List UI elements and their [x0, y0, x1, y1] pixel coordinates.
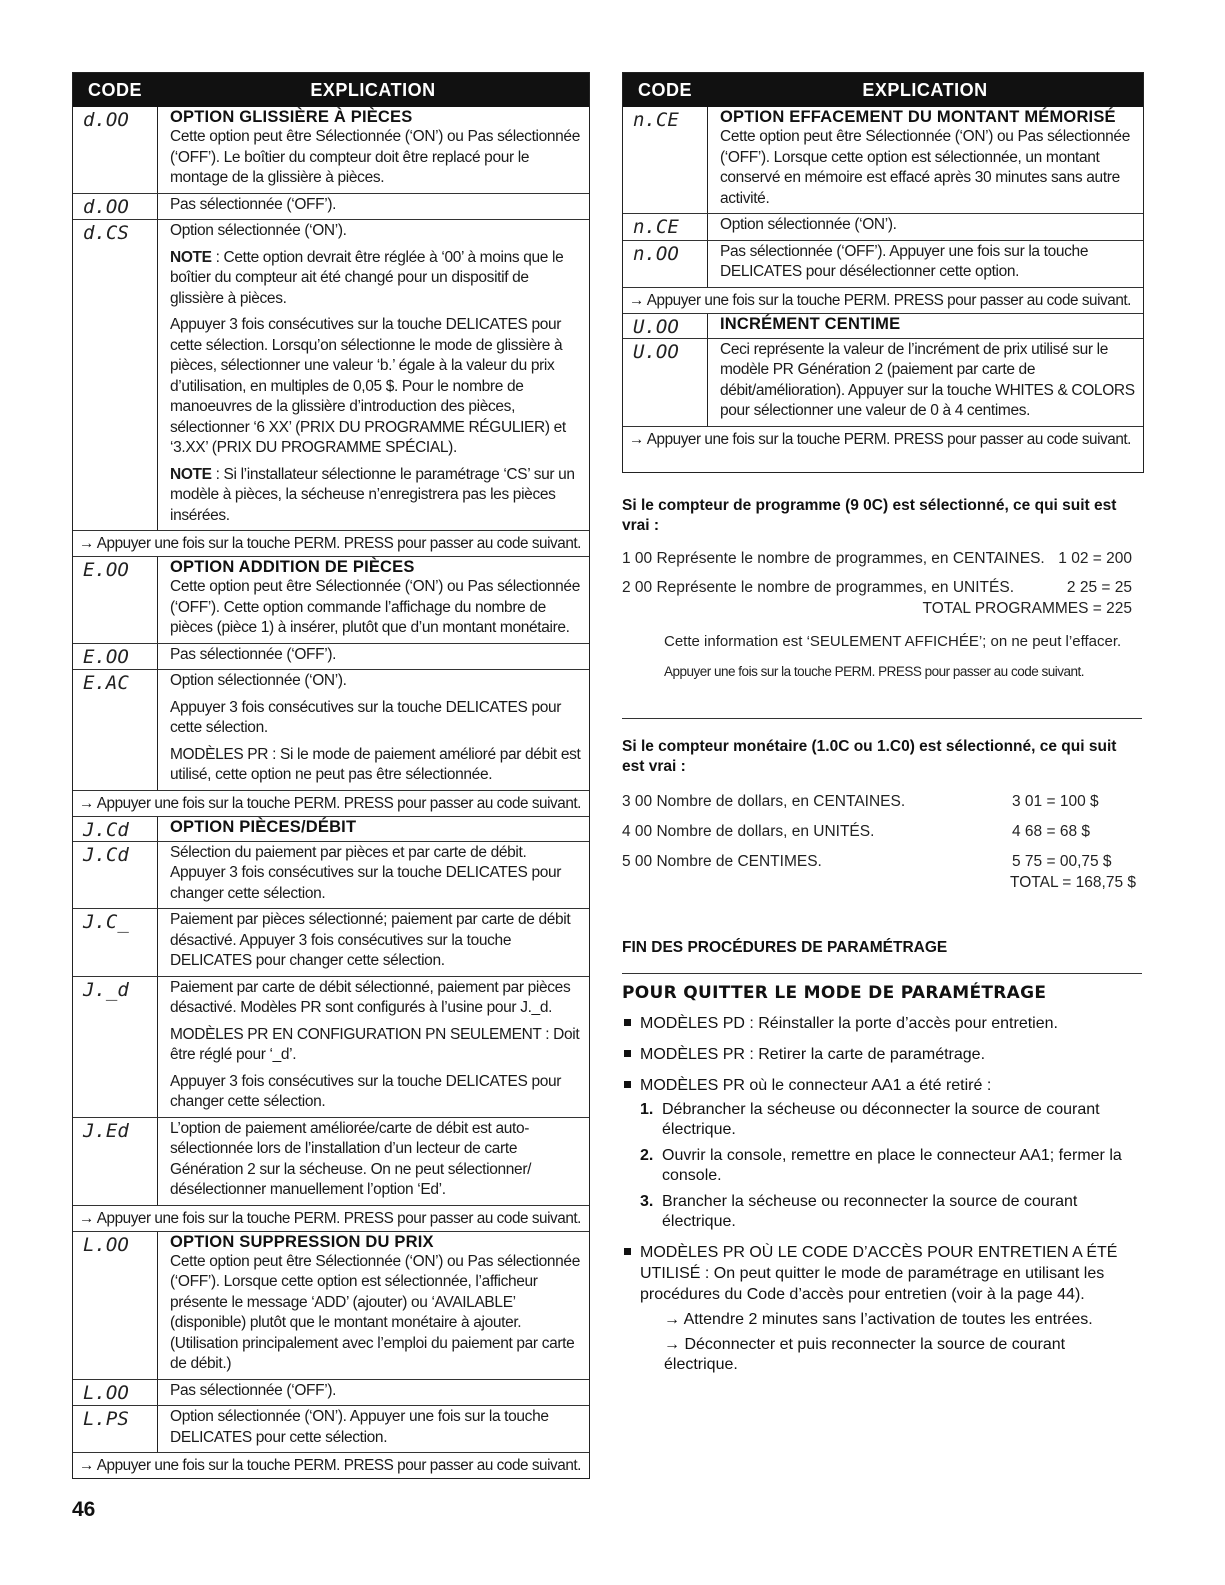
- option-title: OPTION EFFACEMENT DU MONTANT MÉMORISÉ: [720, 108, 1116, 126]
- money-line-2: [622, 821, 1142, 842]
- line-value: 3 01 = 100 $: [1012, 793, 1099, 810]
- explanation-text: Appuyer 3 fois consécutives sur la touche DELICATES pour cette sélection.: [170, 698, 562, 736]
- code-explanation: [707, 107, 1143, 213]
- table-row: [623, 339, 1143, 427]
- cycle-counter-heading: Si le compteur de programme (9 0C) est sélectionné, ce qui suit est vrai :: [622, 497, 1117, 534]
- code-explanation: [157, 107, 589, 193]
- divider: [622, 973, 1142, 974]
- left-table-body: [73, 107, 589, 1478]
- explanation-text: Ceci représente la valeur de l’incrément de prix utilisé sur le modèle PR Génération 2 (paiement par carte de débit/amélioration). Appuyer sur la touche WHITES & COLORS pour sélectionner une valeur de 0 à 4 centimes.: [720, 340, 1135, 419]
- display-code: E.OO: [83, 645, 129, 668]
- code-explanation: [157, 909, 589, 976]
- table-row: [73, 977, 589, 1118]
- code-explanation: [707, 241, 1143, 287]
- exit-step: [622, 1146, 1142, 1186]
- step-text: Brancher la sécheuse ou reconnecter la source de courant électrique.: [662, 1193, 1078, 1230]
- bullet-text: MODÈLES PD : Réinstaller la porte d’accès pour entretien.: [640, 1015, 1058, 1032]
- option-title: INCRÉMENT CENTIME: [720, 314, 901, 333]
- line-label: 5 00 Nombre de CENTIMES.: [622, 853, 822, 870]
- display-code: E.AC: [83, 672, 129, 694]
- code-explanation: [707, 214, 1143, 240]
- explanation-text: Option sélectionnée (‘ON’).: [170, 222, 347, 239]
- explanation-text: Appuyer 3 fois consécutives sur la touche DELICATES pour changer cette sélection.: [170, 1072, 562, 1110]
- divider: [622, 718, 1142, 719]
- step-text: Ouvrir la console, remettre en place le connecteur AA1; fermer la console.: [662, 1147, 1122, 1184]
- explanation-text: Pas sélectionnée (‘OFF’).: [170, 645, 337, 663]
- right-code-table: [622, 72, 1144, 473]
- table-row: [623, 214, 1143, 241]
- table-row: [73, 670, 589, 791]
- header-code: CODE: [87, 79, 142, 100]
- table-row: [73, 817, 589, 842]
- exit-step: [622, 1192, 1142, 1232]
- exit-step: [622, 1100, 1142, 1140]
- bullet-text: MODÈLES PR : Retirer la carte de paramétrage.: [640, 1046, 986, 1063]
- table-header: [623, 73, 1143, 107]
- display-code: n.CE: [633, 109, 679, 131]
- exit-arrow-item: → Attendre 2 minutes sans l’activation de toutes les entrées.: [664, 1311, 1093, 1328]
- money-line-3: [622, 851, 1142, 872]
- line-label: 1 00 Représente le nombre de programmes, en CENTAINES.: [622, 550, 1045, 567]
- table-row: [623, 107, 1143, 214]
- bullet-icon: [624, 1081, 631, 1088]
- exit-bullet: [622, 1013, 1142, 1034]
- display-code: d.OO: [83, 109, 129, 131]
- display-code: J.Cd: [83, 843, 129, 866]
- left-code-table: [72, 72, 590, 1479]
- table-row: [623, 314, 1143, 339]
- code-explanation: [157, 220, 589, 530]
- explanation-text: Option sélectionnée (‘ON’). Appuyer une fois sur la touche DELICATES pour cette sélection.: [170, 1408, 549, 1446]
- table-row: [73, 1406, 589, 1453]
- cycle-counter-section: [622, 496, 1142, 682]
- explanation-text: Pas sélectionnée (‘OFF’).: [170, 195, 337, 213]
- money-counter-section: [622, 737, 1142, 893]
- display-code: U.OO: [633, 340, 679, 363]
- display-code: n.OO: [633, 242, 679, 265]
- next-code-instruction: → Appuyer une fois sur la touche PERM. PRESS pour passer au code suivant.: [623, 288, 1143, 314]
- end-heading: FIN DES PROCÉDURES DE PARAMÉTRAGE: [622, 939, 948, 956]
- line-label: 4 00 Nombre de dollars, en UNITÉS.: [622, 823, 875, 840]
- page-number: 46: [72, 1498, 96, 1521]
- explanation-text: Option sélectionnée (‘ON’).: [170, 672, 347, 689]
- table-row: [73, 194, 589, 221]
- code-explanation: [157, 842, 589, 909]
- next-code-instruction: → Appuyer une fois sur la touche PERM. PRESS pour passer au code suivant.: [629, 430, 1131, 448]
- table-header: [73, 73, 589, 107]
- exit-bullet: [622, 1242, 1142, 1305]
- bullet-text: MODÈLES PR où le connecteur AA1 a été retiré :: [640, 1077, 992, 1094]
- code-explanation: [157, 1380, 589, 1406]
- exit-arrow-item: → Déconnecter et puis reconnecter la source de courant électrique.: [664, 1336, 1066, 1373]
- header-explanation: EXPLICATION: [310, 79, 436, 100]
- display-code: n.CE: [633, 216, 679, 238]
- cycle-total: TOTAL PROGRAMMES = 225: [922, 600, 1132, 617]
- line-label: 3 00 Nombre de dollars, en CENTAINES.: [622, 793, 906, 810]
- option-title: OPTION ADDITION DE PIÈCES: [170, 558, 415, 576]
- header-code: CODE: [637, 79, 692, 100]
- code-explanation: [707, 314, 1143, 338]
- next-code-instruction: → Appuyer une fois sur la touche PERM. PRESS pour passer au code suivant.: [73, 1206, 589, 1232]
- bullet-icon: [624, 1248, 631, 1255]
- bullet-icon: [624, 1019, 631, 1026]
- table-row: [73, 220, 589, 531]
- display-code: J.Cd: [83, 818, 129, 841]
- line-label: 2 00 Représente le nombre de programmes, en UNITÉS.: [622, 579, 1014, 596]
- code-explanation: [157, 977, 589, 1117]
- exit-bullet: [622, 1075, 1142, 1096]
- explanation-text: Cette option peut être Sélectionnée (‘ON’) ou Pas sélectionnée (‘OFF’). Cette option commande l’affichage du nombre de pièces (pièce 1) à insérer, plutôt que d’un montant monétaire.: [170, 578, 580, 636]
- display-code: J.Ed: [83, 1119, 129, 1142]
- code-explanation: [157, 1118, 589, 1205]
- display-code: d.OO: [83, 195, 129, 218]
- table-row: [73, 1380, 589, 1407]
- note-label: NOTE: [170, 465, 212, 483]
- cycle-press: Appuyer une fois sur la touche PERM. PRESS pour passer au code suivant.: [664, 664, 1084, 679]
- bullet-icon: [624, 1050, 631, 1057]
- next-code-instruction: → Appuyer une fois sur la touche PERM. PRESS pour passer au code suivant.: [79, 1457, 581, 1474]
- explanation-text: NOTE : Si l’installateur sélectionne le paramétrage ‘CS’ sur un modèle à pièces, la sécheuse n’enregistrera pas les pièces insérées.: [170, 465, 575, 524]
- code-explanation: [157, 670, 589, 790]
- display-code: J._d: [83, 978, 129, 1001]
- table-row: [73, 644, 589, 671]
- display-code: J.C_: [83, 911, 129, 933]
- explanation-text: Cette option peut être Sélectionnée (‘ON’) ou Pas sélectionnée (‘OFF’). Lorsque cette option est sélectionnée, l’afficheur présente le message ‘ADD’ (ajouter) ou ‘AVAILABLE’ (disponible) plutôt que le montant monétaire à ajouter. (Utilisation principalement avec l’emploi du paiement par carte de débit.): [170, 1252, 580, 1372]
- code-explanation: [157, 1232, 589, 1379]
- table-row: [623, 241, 1143, 288]
- right-table-body: [623, 107, 1143, 452]
- step-number: 3.: [640, 1193, 654, 1210]
- next-code-instruction: → Appuyer une fois sur la touche PERM. PRESS pour passer au code suivant.: [73, 531, 589, 557]
- table-row: [73, 909, 589, 977]
- code-explanation: [157, 1406, 589, 1452]
- explanation-text: Paiement par pièces sélectionné; paiement par carte de débit désactivé. Appuyer 3 fois consécutives sur la touche DELICATES pour changer cette sélection.: [170, 911, 571, 969]
- explanation-text: Sélection du paiement par pièces et par carte de débit. Appuyer 3 fois consécutives sur la touche DELICATES pour changer cette sélection.: [170, 843, 562, 902]
- display-code: L.OO: [83, 1381, 129, 1404]
- explanation-text: MODÈLES PR : Si le mode de paiement amélioré par débit est utilisé, cette option ne peut pas être sélectionnée.: [170, 745, 581, 783]
- line-value: 4 68 = 68 $: [1012, 823, 1090, 840]
- explanation-text: Paiement par carte de débit sélectionné, paiement par pièces désactivé. Modèles PR sont configurés à l’usine pour J._d.: [170, 978, 571, 1016]
- cycle-line-2: [622, 577, 1142, 598]
- explanation-text: Option sélectionnée (‘ON’).: [720, 216, 897, 233]
- explanation-text: L’option de paiement améliorée/carte de débit est auto-sélectionnée lors de l’installation d’un lecteur de carte Génération 2 sur la sécheuse. On ne peut sélectionner/ désélectionner manuellement l’option ‘Ed’.: [170, 1119, 532, 1198]
- table-row: [73, 107, 589, 194]
- option-title: OPTION SUPPRESSION DU PRIX: [170, 1232, 434, 1251]
- line-value: 1 02 = 200: [1058, 550, 1132, 567]
- display-code: L.OO: [83, 1233, 129, 1256]
- note-label: NOTE: [170, 248, 212, 266]
- step-text: Débrancher la sécheuse ou déconnecter la source de courant électrique.: [662, 1101, 1100, 1138]
- table-row: [73, 1232, 589, 1380]
- option-title: OPTION GLISSIÈRE À PIÈCES: [170, 108, 413, 126]
- step-number: 1.: [640, 1101, 654, 1118]
- exit-section: [622, 983, 1142, 1375]
- code-explanation: [157, 817, 589, 841]
- display-code: d.CS: [83, 222, 129, 244]
- explanation-text: Appuyer 3 fois consécutives sur la touche DELICATES pour cette sélection. Lorsqu’on sélectionne le mode de glissière à pièces, sélectionner une valeur ‘b.’ égale à la valeur du prix d’utilisation, en multiples de 0,05 $. Pour le nombre de manoeuvres de la glissière d’introduction des pièces, sélectionner ‘6 XX’ (PRIX DU PROGRAMME RÉGULIER) et ‘3.XX’ (PRIX DU PROGRAMME SPÉCIAL).: [170, 316, 566, 456]
- table-row: [73, 557, 589, 644]
- explanation-text: MODÈLES PR EN CONFIGURATION PN SEULEMENT : Doit être réglé pour ‘_d’.: [170, 1025, 580, 1063]
- money-line-1: [622, 791, 1142, 812]
- explanation-text: Cette option peut être Sélectionnée (‘ON’) ou Pas sélectionnée (‘OFF’). Le boîtier du compteur doit être replacé pour le montage de la glissière à pièces.: [170, 128, 580, 186]
- exit-bullet: [622, 1044, 1142, 1065]
- header-explanation: EXPLICATION: [862, 79, 988, 100]
- line-value: 2 25 = 25: [1066, 579, 1132, 596]
- option-title: OPTION PIÈCES/DÉBIT: [170, 817, 357, 836]
- code-explanation: [157, 644, 589, 670]
- code-explanation: [157, 194, 589, 220]
- money-counter-heading: Si le compteur monétaire (1.0C ou 1.C0) est sélectionné, ce qui suit est vrai :: [622, 738, 1117, 775]
- step-number: 2.: [640, 1147, 654, 1164]
- display-code: U.OO: [633, 315, 679, 338]
- code-explanation: [707, 339, 1143, 426]
- cycle-info: Cette information est ‘SEULEMENT AFFICHÉE’; on ne peut l’effacer.: [664, 633, 1122, 650]
- display-code: L.PS: [83, 1408, 129, 1430]
- explanation-text: Pas sélectionnée (‘OFF’).: [170, 1381, 337, 1399]
- explanation-text: NOTE : Cette option devrait être réglée à ‘00’ à moins que le boîtier du compteur ait été changé pour un dispositif de glissière à pièces.: [170, 248, 564, 307]
- display-code: E.OO: [83, 559, 129, 581]
- cycle-line-1: [622, 548, 1142, 569]
- code-explanation: [157, 557, 589, 643]
- table-row: [73, 842, 589, 910]
- bullet-text: MODÈLES PR OÙ LE CODE D’ACCÈS POUR ENTRETIEN A ÉTÉ UTILISÉ : On peut quitter le mode de paramétrage en utilisant les procédures du Code d’accès pour entretien (voir à la page 44).: [640, 1244, 1118, 1303]
- line-value: 5 75 = 00,75 $: [1012, 853, 1112, 870]
- explanation-text: Pas sélectionnée (‘OFF’). Appuyer une fois sur la touche DELICATES pour désélectionner cette option.: [720, 242, 1089, 280]
- explanation-text: Cette option peut être Sélectionnée (‘ON’) ou Pas sélectionnée (‘OFF’). Lorsque cette option est sélectionnée, un montant conservé en mémoire est effacé après 30 minutes sans autre activité.: [720, 128, 1130, 207]
- table-row: [73, 1118, 589, 1206]
- money-total: TOTAL = 168,75 $: [1010, 874, 1136, 891]
- exit-heading: POUR QUITTER LE MODE DE PARAMÉTRAGE: [622, 983, 1047, 1003]
- next-code-instruction: → Appuyer une fois sur la touche PERM. PRESS pour passer au code suivant.: [73, 791, 589, 817]
